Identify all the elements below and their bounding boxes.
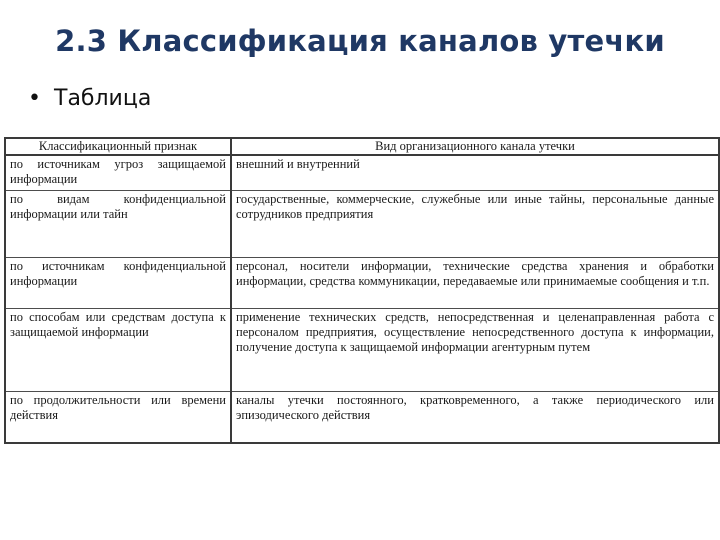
bullet-symbol: • (28, 86, 41, 111)
table-row (5, 191, 719, 258)
criterion-cell: по видам конфиденциальной информации или тайн (5, 191, 231, 258)
bullet-item (28, 86, 151, 111)
criterion-cell: по продолжительности или времени действия (5, 392, 231, 444)
channel-cell: применение технических средств, непосредственная и целенаправленная работа с персоналом предприятия, осуществление непосредственного доступа к информации, получение доступа к защищаемой информации агентурным путем (231, 309, 719, 392)
table-header-row (5, 138, 719, 155)
classification-table (4, 137, 720, 444)
table-row (5, 258, 719, 309)
table-row (5, 392, 719, 444)
channel-cell: персонал, носители информации, технические средства хранения и обработки информации, средства коммуникации, передаваемые или принимаемые сообщения и т.п. (231, 258, 719, 309)
page-title: 2.3 Классификация каналов утечки (55, 24, 665, 58)
criterion-cell: по источникам конфиденциальной информации (5, 258, 231, 309)
criterion-cell: по способам или средствам доступа к защищаемой информации (5, 309, 231, 392)
channel-cell: внешний и внутренний (231, 155, 719, 191)
header-channel-type: Вид организационного канала утечки (231, 138, 719, 155)
header-criterion: Классификационный признак (5, 138, 231, 155)
criterion-cell: по источникам угроз защищаемой информации (5, 155, 231, 191)
channel-cell: каналы утечки постоянного, кратковременного, а также периодического или эпизодического действия (231, 392, 719, 444)
table-row (5, 155, 719, 191)
channel-cell: государственные, коммерческие, служебные или иные тайны, персональные данные сотрудников предприятия (231, 191, 719, 258)
table-row (5, 309, 719, 392)
bullet-text: Таблица (54, 86, 152, 111)
